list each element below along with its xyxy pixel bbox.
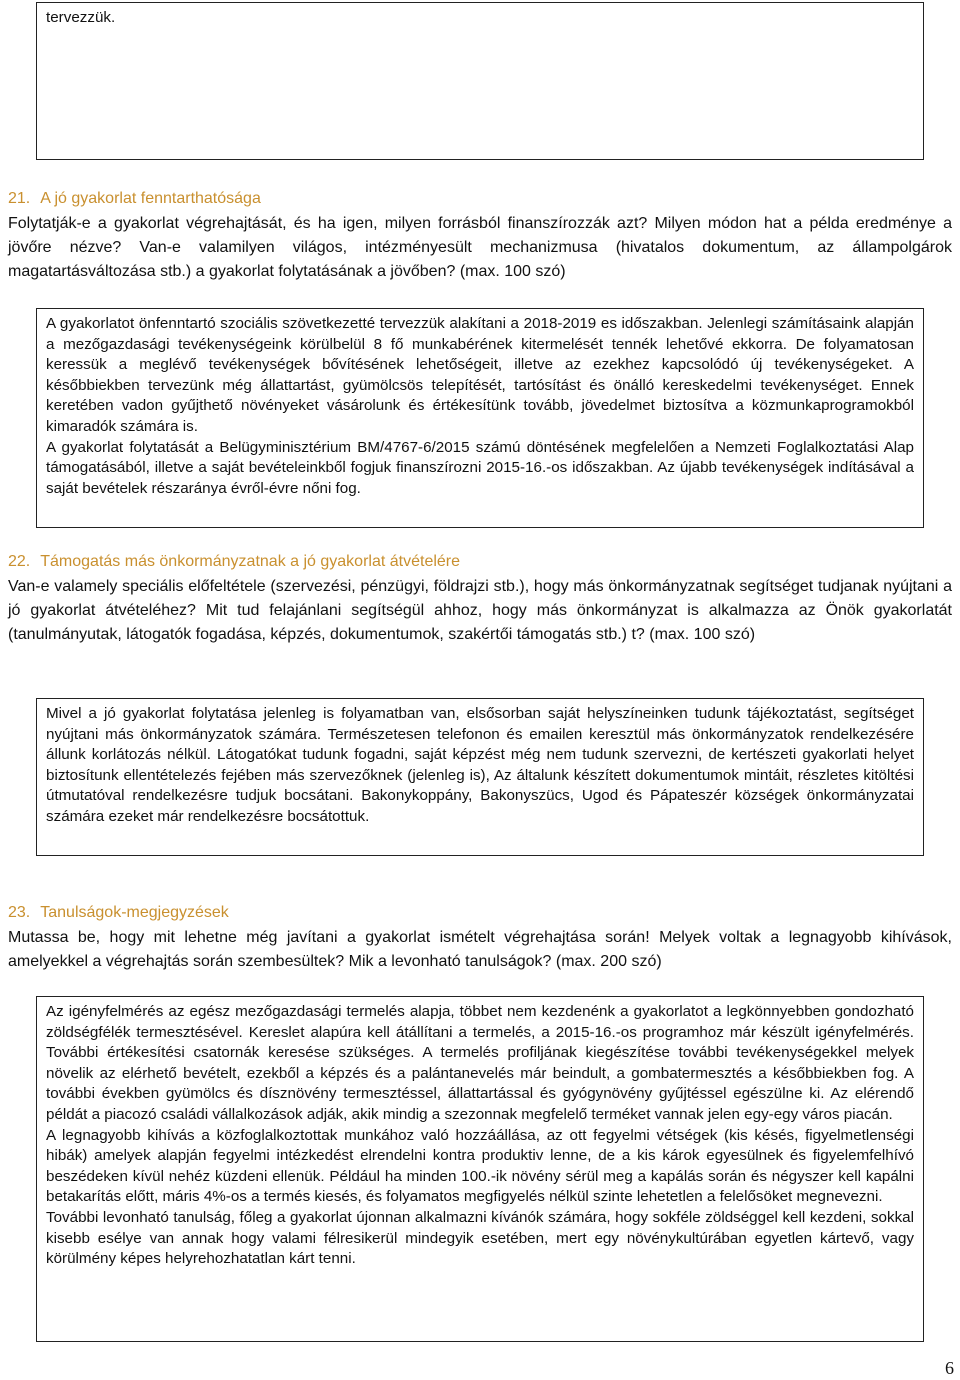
answer-paragraph: A gyakorlatot önfenntartó szociális szövetkezetté tervezzük alakítani a 2018-2019 es időszakban. Jelenlegi számításaink alapján a mezőgazdasági tevékenységeink körülbelül 8 fő munkabérének kitermelését tennék lehetővé ekkorra. De folyamatosan keressük a meglévő tevékenységek bővítésének lehetőségeit, illetve az ezekhez kapcsolódó új tevékenységeket. A későbbiekben tervezünk még állattartást, gyümölcsös telepítését, tartósítást és önálló kereskedelmi tevékenységet. Ennek keretében vadon gyűjthető növényeket vásárolunk és értékesítünk tovább, jövedelmet biztosítva a közmunkaprogramokból kimaradók számára is. [46, 315, 914, 435]
section-number: 21. [8, 190, 31, 207]
answer-paragraph: A gyakorlat folytatását a Belügyminisztérium BM/4767-6/2015 számú döntésének megfelelően a Nemzeti Foglalkoztatási Alap támogatásából, illetve a saját bevételeinkből fogjuk finanszírozni 2015-16.-os időszakban. Az újabb tevékenységek indításával a saját bevételek részaránya évről-évre nőni fog. [46, 438, 914, 497]
answer-box-20 [36, 2, 924, 160]
answer-text: tervezzük. [46, 9, 116, 26]
section-question-21 [8, 212, 952, 284]
question-text: Van-e valamely speciális előfeltétele (szervezési, pénzügyi, földrajzi stb.), hogy más önkormányzatnak segítséget tudjanak nyújtani a jó gyakorlat átvételéhez? Mit tud felajánlani segítségül ahhoz, hogy más önkormányzat is alkalmazza az Önök gyakorlatát (tanulmányutak, látogatók fogadása, képzés, dokumentumok, szakértői támogatás stb.) t? (max. 100 szó) [8, 578, 952, 643]
answer-box-23 [36, 996, 924, 1342]
page-number: 6 [945, 1358, 954, 1378]
section-question-23 [8, 926, 952, 974]
answer-paragraph: Mivel a jó gyakorlat folytatása jelenleg is folyamatban van, elsősorban saját helyszíneinken tudunk tájékoztatást, segítséget nyújtani más önkormányzatok számára. Természetesen telefonon és emailen keresztül más önkormányzatok rendelkezésére állunk korlátozás nélkül. Látogatókat tudunk fogadni, saját képzést még nem tudunk szervezni, de kertészeti gyakorlati helyet biztosítunk ellentételezés fejében más szervezőknek (jelenleg is), Az általunk készített dokumentumok mintáit, részletes kitöltési útmutatóval rendelkezésre tudjuk bocsátani. Bakonykoppány, Bakonyszücs, Ugod és Pápateszér községek önkormányzatai számára ezeket már rendelkezésre bocsátottuk. [46, 705, 914, 825]
section-heading-22 [8, 551, 460, 573]
section-title: Támogatás más önkormányzatnak a jó gyakorlat átvételére [40, 553, 461, 570]
section-question-22 [8, 575, 952, 647]
section-number: 22. [8, 553, 31, 570]
answer-box-21 [36, 308, 924, 528]
answer-box-22 [36, 698, 924, 856]
section-number: 23. [8, 904, 31, 921]
answer-paragraph: A legnagyobb kihívás a közfoglalkoztottak munkához való hozzáállása, az ott fegyelmi vétségek (kis késés, figyelmetlenségi hibák) amelyek alapján fegyelmi intézkedést elrendelni kontra produktiv lenne, de a kis károk egyesülnek és figyelemfelhívó beszédeken kívül nehéz küzdeni ellenük. Például ha minden 100.-ik növény sérül meg a kapálás során és négyszer kell kapálni betakarítás előtt, máris 4%-os a termés kiesés, és folyamatos megfigyelés nélkül szinte lehetetlen a felelősöket megnevezni. [46, 1126, 914, 1206]
answer-paragraph: Az igényfelmérés az egész mezőgazdasági termelés alapja, többet nem kezdenénk a gyakorlatot a legkönnyebben gondozható zöldségfélék termesztésével. Kereslet alapúra kell átállítani a termelés, a 2015-16.-os programhoz már készült igényfelmérés. További értékesítési csatornák keresése szükséges. A termelés profiljának kiegészítése további tevékenységekkel melyek növelik az elérhető bevételt, ezekből a képzés és a palántanevelés már beindult, a gombatermesztés a későbbiekben fog. A további években gyümölcs és dísznövény termesztéssel, állattartással és gyógynövény gyűjtéssel egészülne ki. Az elérendő példát a piacozó családi vállalkozások adják, akik mindig a szezonnak megfelelő terméket vannak jelen egy-egy város piacán. [46, 1003, 914, 1123]
section-title: A jó gyakorlat fenntarthatósága [40, 190, 261, 207]
section-heading-23 [8, 902, 229, 924]
question-text: Folytatják-e a gyakorlat végrehajtását, és ha igen, milyen forrásból finanszírozzák azt? Milyen módon hat a példa eredménye a jövőre nézve? Van-e valamilyen világos, intézményesült mechanizmusa (hivatalos dokumentum, az állampolgárok magatartásváltozása stb.) a gyakorlat folytatásának a jövőben? (max. 100 szó) [8, 215, 952, 280]
question-text: Mutassa be, hogy mit lehetne még javítani a gyakorlat ismételt végrehajtása során! Melyek voltak a legnagyobb kihívások, amelyekkel a végrehajtás során szembesültek? Mik a levonható tanulságok? (max. 200 szó) [8, 929, 952, 970]
answer-paragraph: További levonható tanulság, főleg a gyakorlat újonnan alkalmazni kívánók számára, hogy sokféle zöldséggel kell kezdeni, sokkal kisebb esélye van annak hogy valami félresikerül mindegyik esetében, mert egy növénykultúrában egyetlen kártevő, vagy körülmény képes helyrehozhatatlan kárt tenni. [46, 1208, 914, 1268]
section-title: Tanulságok-megjegyzések [40, 904, 229, 921]
section-heading-21 [8, 188, 261, 210]
